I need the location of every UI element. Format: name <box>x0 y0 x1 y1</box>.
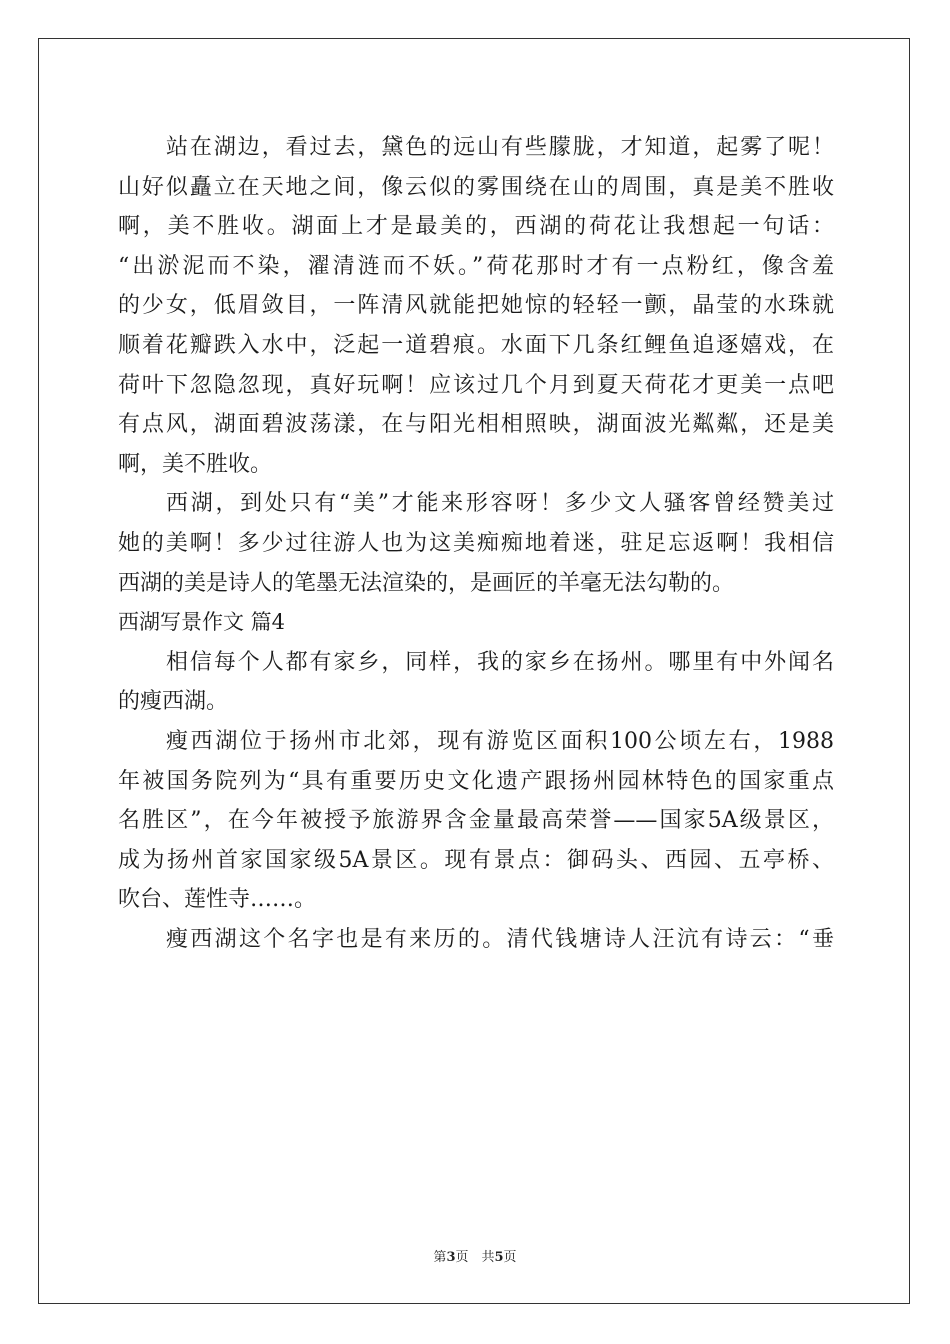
text-line: 山好似矗立在天地之间，像云似的雾围绕在山的周围，真是美不胜收 <box>118 174 834 200</box>
text-line: 瘦西湖这个名字也是有来历的。清代钱塘诗人汪沆有诗云：“垂 <box>166 926 834 952</box>
footer-suffix: 页 <box>503 1250 517 1265</box>
text-line: 的瘦西湖。 <box>118 689 229 715</box>
footer-mid: 页 共 <box>455 1250 495 1265</box>
text-line: 她的美啊！多少过往游人也为这美痴痴地着迷，驻足忘返啊！我相信 <box>118 530 834 556</box>
total-pages-number: 5 <box>494 1250 504 1265</box>
text-line: 名胜区”，在今年被授予旅游界含金量最高荣誉——国家5A级景区， <box>118 808 834 834</box>
text-line: 荷叶下忽隐忽现，真好玩啊！应该过几个月到夏天荷花才更美一点吧 <box>118 372 834 398</box>
text-line: 有点风，湖面碧波荡漾，在与阳光相相照映，湖面波光粼粼，还是美 <box>118 412 834 438</box>
text-line: “出淤泥而不染，濯清涟而不妖。”荷花那时才有一点粉红，像含羞 <box>118 253 834 279</box>
text-line: 的少女，低眉敛目，一阵清风就能把她惊的轻轻一颤，晶莹的水珠就 <box>118 293 834 319</box>
text-line: 站在湖边，看过去，黛色的远山有些朦胧，才知道，起雾了呢！ <box>166 135 834 160</box>
text-line: 啊，美不胜收。湖面上才是最美的，西湖的荷花让我想起一句话： <box>118 214 834 240</box>
page-footer <box>0 1246 950 1265</box>
footer-prefix: 第 <box>433 1250 447 1265</box>
text-line: 年被国务院列为“具有重要历史文化遗产跟扬州园林特色的国家重点 <box>118 768 834 794</box>
text-line: 吹台、莲性寺……。 <box>118 887 317 913</box>
text-line: 成为扬州首家国家级5A景区。现有景点：御码头、西园、五亭桥、 <box>118 847 834 873</box>
text-line: 西湖，到处只有“美”才能来形容呀！多少文人骚客曾经赞美过 <box>166 491 834 517</box>
text-line: 啊，美不胜收。 <box>118 451 273 477</box>
current-page-number: 3 <box>446 1250 456 1265</box>
text-line: 顺着花瓣跌入水中，泛起一道碧痕。水面下几条红鲤鱼追逐嬉戏，在 <box>118 332 834 358</box>
section-heading: 西湖写景作文 篇4 <box>118 610 286 635</box>
document-body <box>118 128 834 959</box>
text-line: 瘦西湖位于扬州市北郊，现有游览区面积100公顷左右，1988 <box>166 728 834 754</box>
text-line: 相信每个人都有家乡，同样，我的家乡在扬州。哪里有中外闻名 <box>166 649 834 675</box>
text-line: 西湖的美是诗人的笔墨无法渲染的，是画匠的羊毫无法勾勒的。 <box>118 570 735 596</box>
